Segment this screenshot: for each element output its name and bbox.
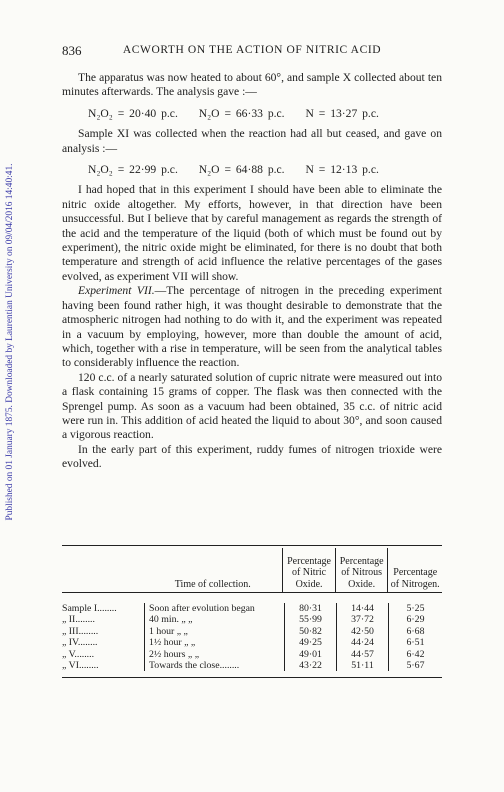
- results-table: [62, 545, 442, 678]
- time-cell: 2½ hours „ „: [144, 649, 284, 660]
- time-cell: 1 hour „ „: [144, 626, 284, 637]
- running-title: ACWORTH ON THE ACTION OF NITRIC ACID: [122, 44, 382, 56]
- paragraph: In the early part of this experiment, ruddy fumes of nitrogen trioxide were evolved.: [62, 442, 442, 471]
- analysis-result-xi: [62, 163, 442, 177]
- sample-cell: Sample I........: [62, 603, 117, 614]
- nitrous-oxide-cell: 51·11: [336, 660, 388, 671]
- header-blank: [62, 548, 143, 592]
- experiment-heading: Experiment VII.: [78, 284, 155, 298]
- header-time: Time of collection.: [174, 578, 251, 590]
- sample-cell: „ V........: [62, 648, 95, 660]
- equation-term: N₂O = 64·88 p.c.: [198, 163, 285, 177]
- table-row: [62, 626, 442, 637]
- table-row: [62, 660, 442, 671]
- nitrous-oxide-cell: 44·24: [336, 637, 388, 648]
- table-top-rule: [62, 545, 442, 546]
- header-nitrogen: Percentage of Nitrogen.: [387, 548, 442, 592]
- nitrous-oxide-cell: 44·57: [336, 649, 388, 660]
- nitrogen-cell: 5·25: [388, 603, 442, 614]
- table-row: [62, 637, 442, 648]
- nitrous-oxide-cell: 42·50: [336, 626, 388, 637]
- nitrogen-cell: 6·68: [388, 626, 442, 637]
- equation-term: N₂O = 66·33 p.c.: [198, 106, 285, 120]
- time-cell: Soon after evolution began: [144, 603, 284, 614]
- nitric-oxide-cell: 50·82: [284, 626, 336, 637]
- sample-cell: „ IV........: [62, 637, 98, 649]
- sample-cell: „ III........: [62, 625, 99, 637]
- nitrogen-cell: 6·42: [388, 649, 442, 660]
- nitric-oxide-cell: 49·25: [284, 637, 336, 648]
- nitric-oxide-cell: 55·99: [284, 614, 336, 625]
- paragraph: Sample XI was collected when the reaction had all but ceased, and gave on analysis :—: [62, 127, 442, 155]
- paragraph: 120 c.c. of a nearly saturated solution of cupric nitrate were measured out into a flask containing 15 grams of copper. The flask was then connected with the Sprengel pump. As soon as a vacuum had been obtained, 35 c.c. of nitric acid were run in. This addition of acid heated the liquid to about 30°, and soon caused a vigorous reaction.: [62, 370, 442, 442]
- paragraph: The apparatus was now heated to about 60°, and sample X collected about ten minutes afterwards. The analysis gave :—: [62, 71, 442, 99]
- nitric-oxide-cell: 49·01: [284, 649, 336, 660]
- paragraph: I had hoped that in this experiment I should have been able to eliminate the nitric oxide altogether. My efforts, however, in that direction have been unsuccessful. But I believe that by careful management as regards the strength of the acid and the temperature of the liquid (both of which must be found out by experiment), the nitric oxide might be eliminated, for there is no doubt that both temperature and strength of acid influence the relative percentages of the gases evolved, as experiment VII will show.: [62, 183, 442, 283]
- nitrogen-cell: 6·51: [388, 637, 442, 648]
- equation-term: N₂O₂ = 22·99 p.c.: [88, 163, 178, 177]
- table-header: [62, 548, 442, 593]
- article-body: [62, 71, 442, 472]
- nitrogen-cell: 5·67: [388, 660, 442, 671]
- sample-cell: „ VI........: [62, 659, 99, 671]
- nitric-oxide-cell: 80·31: [284, 603, 336, 614]
- time-cell: 1½ hour „ „: [144, 637, 284, 648]
- equation-term: N₂O₂ = 20·40 p.c.: [88, 106, 178, 120]
- equation-term: N = 12·13 p.c.: [305, 163, 379, 177]
- paragraph: Experiment VII.—The percentage of nitrogen in the preceding experiment having been found rather high, it was thought desirable to demonstrate that the atmospheric nitrogen had nothing to do with it, and the experiment was repeated in a vacuum by employing, however, more than double the amount of acid, which, together with a rise in temperature, will be seen from the analytical tables to considerably influence the reaction.: [62, 284, 442, 370]
- header-nitrous-oxide: Percentage of Nitrous Oxide.: [335, 548, 388, 592]
- table-row: [62, 614, 442, 625]
- download-watermark: [4, 62, 16, 622]
- sample-cell: „ II........: [62, 614, 95, 626]
- table-row: [62, 649, 442, 660]
- nitrogen-cell: 6·29: [388, 614, 442, 625]
- time-cell: 40 min. „ „: [144, 614, 284, 625]
- nitrous-oxide-cell: 14·44: [336, 603, 388, 614]
- table-body: [62, 593, 442, 678]
- nitric-oxide-cell: 43·22: [284, 660, 336, 671]
- page-header: [62, 43, 442, 59]
- equation-term: N = 13·27 p.c.: [305, 106, 379, 120]
- analysis-result-x: [62, 107, 442, 121]
- table-row: [62, 603, 442, 614]
- time-cell: Towards the close........: [144, 660, 284, 671]
- page-number: 836: [62, 43, 82, 58]
- watermark-text: Published on 01 January 1875. Downloaded by Laurentian University on 09/04/2016 14:40:41.: [5, 163, 15, 521]
- header-nitric-oxide: Percentage of Nitric Oxide.: [282, 548, 335, 592]
- nitrous-oxide-cell: 37·72: [336, 614, 388, 625]
